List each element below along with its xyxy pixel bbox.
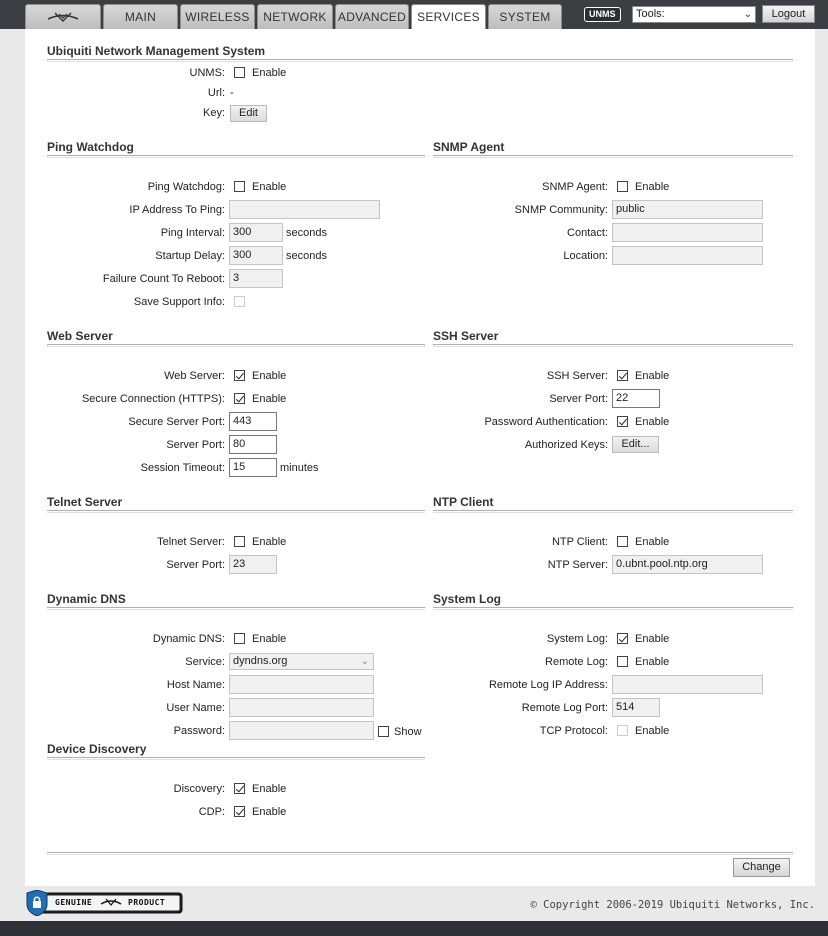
snmp-location-label: Location: [563,250,608,262]
discovery-label: Discovery: [173,783,225,795]
startup-delay-label: Startup Delay: [155,250,225,262]
ntp-client-enable-checkbox[interactable] [617,536,628,547]
tab-network[interactable]: NETWORK [257,4,333,29]
password-authentication-checkbox[interactable] [617,416,628,427]
unms-enable-checkbox[interactable] [234,67,245,78]
startup-delay-input[interactable]: 300 [229,246,283,265]
system-log-enable-label: Enable [635,633,670,645]
telnet-section-title: Telnet Server [47,495,425,511]
ssh-port-input[interactable]: 22 [612,389,660,408]
tab-system[interactable]: SYSTEM [488,4,562,29]
ubiquiti-logo-tab[interactable] [25,4,101,29]
save-support-info-label: Save Support Info: [133,296,225,308]
web-server-port-input[interactable]: 80 [229,435,277,454]
telnet-enable-label: Enable [252,536,287,548]
web-server-enable-label: Enable [252,370,287,382]
dynamic-dns-enable-label: Enable [252,633,287,645]
https-enable-checkbox[interactable] [234,393,245,404]
web-server-label: Web Server: [164,370,225,382]
snmp-community-input[interactable]: public [612,200,763,219]
remote-log-enable-checkbox[interactable] [617,656,628,667]
web-server-section-title: Web Server [47,329,425,345]
remote-log-label: Remote Log: [545,656,608,668]
unms-section-title: Ubiquiti Network Management System [47,44,793,60]
telnet-port-label: Server Port: [166,559,225,571]
top-navigation-bar [0,0,828,29]
session-timeout-label: Session Timeout: [140,462,225,474]
remote-log-ip-label: Remote Log IP Address: [488,679,608,691]
remote-log-enable-label: Enable [635,656,670,668]
dynamic-dns-enable-checkbox[interactable] [234,633,245,644]
ddns-password-input[interactable] [229,721,374,740]
genuine-badge-left-text: GENUINE [55,898,93,907]
web-server-enable-checkbox[interactable] [234,370,245,381]
chevron-down-icon: ⌄ [360,656,369,667]
unms-badge[interactable]: UNMS [584,7,621,22]
tab-main[interactable]: MAIN [103,4,178,29]
chevron-down-icon: ⌄ [743,9,752,20]
web-server-port-label: Server Port: [166,439,225,451]
genuine-product-badge [24,890,183,916]
session-timeout-input[interactable]: 15 [229,458,277,477]
unms-url-value: - [230,87,234,99]
ntp-server-input[interactable]: 0.ubnt.pool.ntp.org [612,555,763,574]
discovery-enable-checkbox[interactable] [234,783,245,794]
host-name-input[interactable] [229,675,374,694]
remote-log-port-label: Remote Log Port: [521,702,608,714]
bottom-bar [0,921,828,936]
services-panel [25,29,815,886]
tab-advanced[interactable]: ADVANCED [335,4,409,29]
ping-interval-label: Ping Interval: [160,227,225,239]
password-authentication-label: Password Authentication: [484,416,608,428]
snmp-agent-enable-checkbox[interactable] [617,181,628,192]
ddns-password-label: Password: [173,725,225,737]
telnet-server-label: Telnet Server: [157,536,225,548]
password-authentication-enable-label: Enable [635,416,670,428]
ubiquiti-logo-icon [46,10,80,24]
device-discovery-section-title: Device Discovery [47,742,425,758]
failure-count-label: Failure Count To Reboot: [102,273,225,285]
unms-key-label: Key: [202,107,225,119]
cdp-enable-label: Enable [252,806,287,818]
ip-address-to-ping-input[interactable] [229,200,380,219]
show-password-checkbox[interactable] [378,726,389,737]
dynamic-dns-label: Dynamic DNS: [152,633,225,645]
remote-log-port-input[interactable]: 514 [612,698,660,717]
ssh-server-enable-label: Enable [635,370,670,382]
startup-delay-unit: seconds [286,250,327,262]
cdp-enable-checkbox[interactable] [234,806,245,817]
secure-server-port-input[interactable]: 443 [229,412,277,431]
telnet-port-input[interactable]: 23 [229,555,277,574]
ddns-service-label: Service: [185,656,225,668]
remote-log-ip-input[interactable] [612,675,763,694]
ping-interval-input[interactable]: 300 [229,223,283,242]
ping-interval-unit: seconds [286,227,327,239]
ntp-client-enable-label: Enable [635,536,670,548]
ping-watchdog-label: Ping Watchdog: [147,181,225,193]
ddns-service-value: dyndns.org [233,655,288,667]
genuine-badge-right-text: PRODUCT [128,898,166,907]
ddns-service-select[interactable] [229,653,374,670]
snmp-agent-label: SNMP Agent: [542,181,608,193]
tools-select[interactable] [632,6,756,23]
snmp-contact-input[interactable] [612,223,763,242]
copyright-text: © Copyright 2006-2019 Ubiquiti Networks, Inc. [530,899,815,911]
unms-url-label: Url: [207,87,225,99]
snmp-location-input[interactable] [612,246,763,265]
ping-watchdog-enable-checkbox[interactable] [234,181,245,192]
dynamic-dns-section-title: Dynamic DNS [47,592,425,608]
unms-label: UNMS: [189,67,225,79]
ntp-section-title: NTP Client [433,495,793,511]
ssh-server-label: SSH Server: [546,370,608,382]
user-name-label: User Name: [166,702,225,714]
ssh-server-enable-checkbox[interactable] [617,370,628,381]
tcp-protocol-label: TCP Protocol: [539,725,608,737]
unms-enable-label: Enable [252,67,287,79]
ntp-server-label: NTP Server: [547,559,608,571]
ping-watchdog-enable-label: Enable [252,181,287,193]
tab-services[interactable]: SERVICES [411,4,486,30]
cdp-label: CDP: [198,806,225,818]
tab-wireless[interactable]: WIRELESS [180,4,255,29]
change-button[interactable]: Change [733,858,790,877]
discovery-enable-label: Enable [252,783,287,795]
https-label: Secure Connection (HTTPS): [81,393,225,405]
https-enable-label: Enable [252,393,287,405]
ssh-section-title: SSH Server [433,329,793,345]
ip-address-to-ping-label: IP Address To Ping: [129,204,225,216]
ntp-client-label: NTP Client: [551,536,608,548]
snmp-section-title: SNMP Agent [433,140,793,156]
snmp-community-label: SNMP Community: [514,204,608,216]
save-support-info-checkbox[interactable] [234,296,245,307]
system-log-section-title: System Log [433,592,793,608]
show-password-label: Show [394,726,422,738]
tcp-protocol-enable-label: Enable [635,725,670,737]
unms-key-edit-button[interactable]: Edit [230,105,267,122]
authorized-keys-label: Authorized Keys: [524,439,608,451]
user-name-input[interactable] [229,698,374,717]
tools-select-value: Tools: [636,8,665,20]
logout-button[interactable]: Logout [762,5,815,23]
ssh-port-label: Server Port: [549,393,608,405]
secure-server-port-label: Secure Server Port: [128,416,225,428]
bottom-divider [47,852,793,853]
authorized-keys-edit-button[interactable]: Edit... [612,436,659,453]
host-name-label: Host Name: [166,679,225,691]
snmp-contact-label: Contact: [567,227,608,239]
snmp-agent-enable-label: Enable [635,181,670,193]
session-timeout-unit: minutes [280,462,319,474]
system-log-label: System Log: [546,633,608,645]
ping-watchdog-section-title: Ping Watchdog [47,140,425,156]
failure-count-input[interactable]: 3 [229,269,283,288]
tcp-protocol-checkbox[interactable] [617,725,628,736]
telnet-enable-checkbox[interactable] [234,536,245,547]
system-log-enable-checkbox[interactable] [617,633,628,644]
